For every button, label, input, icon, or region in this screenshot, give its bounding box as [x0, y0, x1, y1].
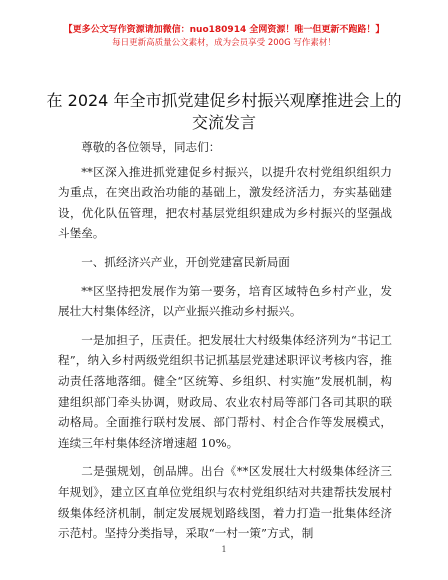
- paragraph-point-2: 二是强规划，创品牌。出台《**区发展壮大村级集体经济三年规划》，建立区直单位党组织与农村党组织结对共建帮扶发展村级集体经济机制，制定发展规划路线图，着力打造一批集体经济示范村。坚持分类指导，采取“一村一策”方式，制: [58, 464, 392, 541]
- page-number: 1: [221, 545, 227, 554]
- document-title: 在 2024 年全市抓党建促乡村振兴观摩推进会上的交流发言: [46, 91, 402, 132]
- salutation: 尊敬的各位领导，同志们：: [81, 140, 221, 154]
- paragraph-point-1: 一是加担子，压责任。把发展壮大村级集体经济列为“书记工程”，纳入乡村两级党组织书记抓基层党建述职评议考核内容，推动责任落地落细。健全“区统筹、乡组织、村实施”发展机制，构建组织部门牵头协调，财政局、农业农村局等部门各司其职的联动格局。全面推行联村发展、部门帮村、村企合作等发展模式，连续三年村集体经济增速超 10%。: [58, 332, 392, 450]
- promo-banner-line1: 【更多公文写作资源请加微信：nuo180914 全网资源！唯一但更新不跑路！】: [63, 25, 385, 35]
- promo-banner-line2: 每日更新高质量公文素材，成为会员享受 200G 写作素材！: [112, 38, 336, 48]
- paragraph-intro: **区深入推进抓党建促乡村振兴，以提升农村党组织组织力为重点，在突出政治功能的基础上，激发经济活力，夯实基础建设，优化队伍管理，把农村基层党组织建成为乡村振兴的坚强战斗堡垒。: [58, 164, 392, 241]
- paragraph-section-1-intro: **区坚持把发展作为第一要务，培育区域特色乡村产业，发展壮大村集体经济，以产业振兴推动乡村振兴。: [58, 283, 392, 319]
- section-heading-1: 一、抓经济兴产业，开创党建富民新局面: [81, 254, 290, 269]
- document-body: [58, 137, 392, 544]
- promo-banner: [0, 24, 448, 49]
